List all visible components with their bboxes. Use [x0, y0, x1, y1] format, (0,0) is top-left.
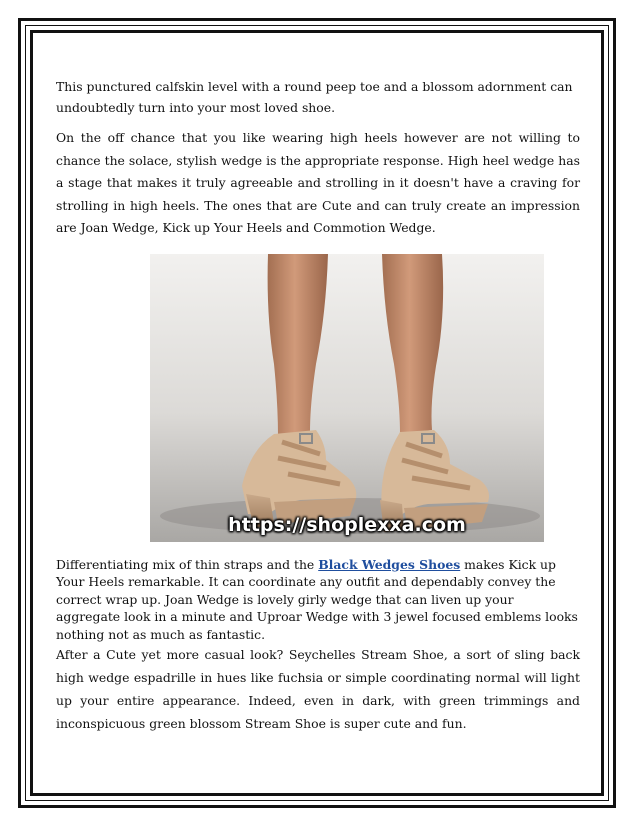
paragraph-intro: This punctured calfskin level with a round peep toe and a blossom adornment can undoubtedly turn into your most loved shoe.: [56, 79, 573, 115]
paragraph-straps-text-before: Differentiating mix of thin straps and the: [56, 556, 319, 572]
wedge-shoes-photo: [150, 254, 544, 542]
paragraph-straps: [56, 556, 580, 644]
paragraph-wedge: On the off chance that you like wearing high heels however are not willing to chance the solace, stylish wedge is the appropriate response. High heel wedge has a stage that makes it truly agreeable and strolling in it doesn't have a craving for strolling in high heels. The ones that are Cute and can truly create an impression are Joan Wedge, Kick up Your Heels and Commotion Wedge.: [56, 130, 580, 235]
image-watermark: https://shoplexxa.com: [228, 513, 466, 536]
paragraph-casual-look: After a Cute yet more casual look? Seychelles Stream Shoe, a sort of sling back high wedge espadrille in hues like fuchsia or simple coordinating normal will light up your entire appearance. Indeed, even in dark, with green trimmings and inconspicuous green blossom Stream Shoe is super cute and fun.: [56, 647, 580, 731]
document-content: [56, 76, 580, 735]
legs-in-wedge-sandals-illustration: [150, 254, 544, 542]
paragraph-straps-text-after: makes Kick up Your Heels remarkable. It can coordinate any outfit and dependably convey the correct wrap up. Joan Wedge is lovely girly wedge that can liven up your aggregate look in a minute and Uproar Wedge with 3 jewel focused emblems looks nothing not as much as fantastic.: [56, 556, 578, 642]
black-wedges-shoes-link[interactable]: Black Wedges Shoes: [318, 556, 461, 572]
